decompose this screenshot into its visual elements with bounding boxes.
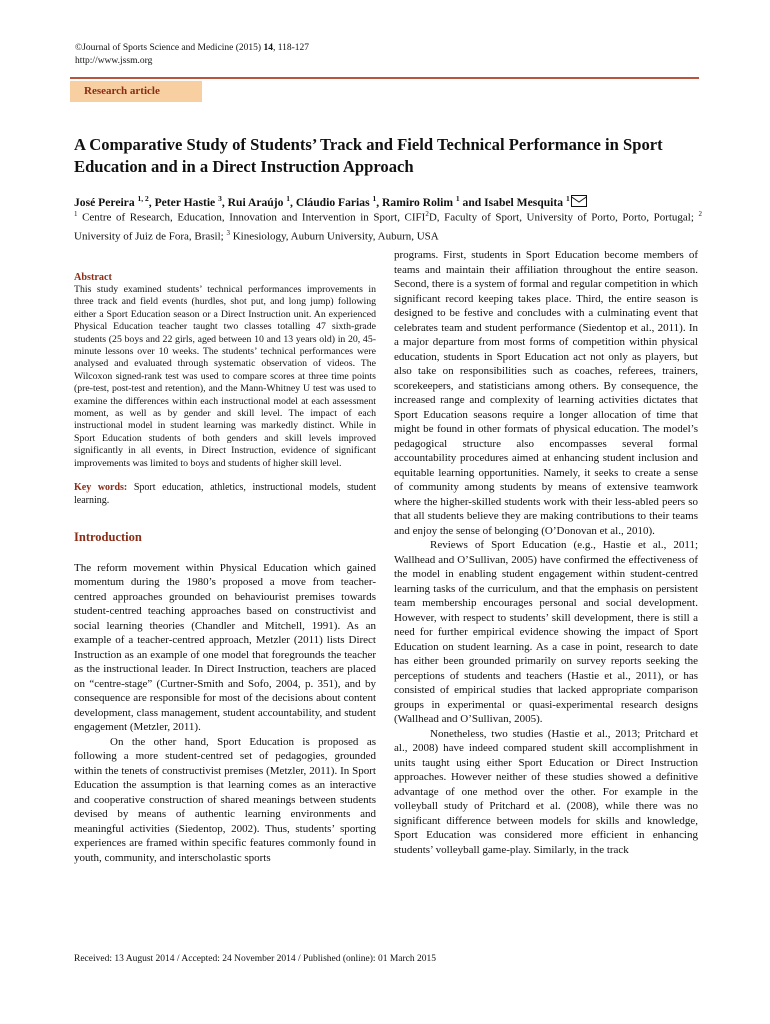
left-column xyxy=(74,270,376,865)
affiliation-text: Centre of Research, Education, Innovation and Intervention in Sport, CIFI xyxy=(77,211,426,224)
author-name: Ramiro Rolim xyxy=(382,195,456,209)
article-type-badge: Research article xyxy=(70,81,202,102)
header-rule xyxy=(70,77,699,79)
author-name: Peter Hastie xyxy=(154,195,219,209)
paper-title: A Comparative Study of Students’ Track and Field Technical Performance in Sport Education and in a Direct Instruction Approach xyxy=(74,135,663,176)
intro-paragraph: The reform movement within Physical Education which gained momentum during the 1980’s proposed a move from teacher-centred approaches grounded on behaviourist premises towards student-centred teaching approaches based on constructivist and social learning theories (Chandler and Mitchell, 1991). As an example of a teacher-centred approach, Metzler (2011) lists Direct Instruction as an example of one model that foregrounds the teacher as the instructional leader. In Direct Instruction, teachers are placed on “centre-stage” (Curtner-Smith and Sofo, 2004, p. 351), and by consequence are responsible for most of the decisions about content development, class management, student accountability, and student engagement (Metzler, 2011). xyxy=(74,561,376,734)
keywords-label: Key words: xyxy=(74,482,128,494)
intro-paragraph: On the other hand, Sport Education is proposed as following a more student-centred set of pedagogies, grounded within the tenets of constructivist premises (Metzler, 2011). In Sport Education the assumption is that learning comes as an interactive and cooperative construction of shared meanings between students devised by means of authentic learning environments and meaningful activities (Siedentop, 2002). Thus, students’ sporting experiences are framed within specific features commonly found in youth, community, and interscholastic sports xyxy=(74,735,376,864)
author-name: Rui Araújo xyxy=(227,195,287,209)
journal-pages: , 118-127 xyxy=(272,43,310,53)
journal-volume: 14 xyxy=(263,43,273,53)
author-list: José Pereira $^{1, 2}$, Peter Hastie $^3$, Rui Araújo $^1$, Cláudio Farias $^1$, Ramiro Rolim $^1$ and Isabel Mesquita $^1$ xyxy=(74,191,714,210)
keywords-text: Sport education, athletics, instructional models, student learning. xyxy=(74,482,376,506)
journal-citation xyxy=(75,42,309,68)
author-name: José Pereira xyxy=(74,195,138,209)
publication-dates: Received: 13 August 2014 / Accepted: 24 November 2014 / Published (online): 01 March 2015 xyxy=(74,954,436,964)
author-name: Isabel Mesquita xyxy=(484,195,566,209)
email-icon[interactable] xyxy=(571,195,587,207)
right-column xyxy=(394,248,698,857)
journal-prefix: ©Journal of Sports Science and Medicine (2015) xyxy=(75,43,264,53)
intro-paragraph: Reviews of Sport Education (e.g., Hastie et al., 2011; Wallhead and O’Sullivan, 2005) have confirmed the effectiveness of the model in enabling student engagement within student-centred learning tasks of the curriculum, and that the emphasis on persistent team membership encourages personal and social development. However, with respect to students’ skill development, there is still a need for further empirical evidence showing the impact of Sport Education on student learning. As a case in point, research to date has either been grounded primarily on survey reports seeking the perceptions of students and teachers (Hastie et al., 2011), or has consisted of empirical studies that lacked appropriate comparison groups in experimental or quasi-experimental research designs (Wallhead and O’Sullivan, 2005). xyxy=(394,539,698,725)
journal-url[interactable]: http://www.jssm.org xyxy=(75,56,153,66)
abstract-text: This study examined students’ technical performances improvements in three track and field events (hurdles, shot put, and long jump) following either a Sport Education season or a Direct Instruction unit. An experienced Physical Education teacher taught two classes totalling 47 sixth-grade students (25 boys and 22 girls, aged between 10 and 13 years old) in 20, 45-minute lessons over 10 weeks. The students’ technical performances were analysed and evaluated through systematic observation of videos. The Wilcoxon signed-rank test was used to compare scores at three time points (pre-test, post-test and retention), and the Mann-Whitney U test was used to examine the differences within each instructional model at each assessment moment, as well as by gender and skill level. The impact of each instructional model in student learning was markedly distinct. While in Sport Education students of both genders and skill levels improved significantly in all events, in Direct Instruction, evidence of significant improvements was limited to boys and students of higher skill level. xyxy=(74,284,376,469)
affiliation-text: D, Faculty of Sport, University of Porto, Porto, Portugal; xyxy=(428,211,699,224)
intro-paragraph: programs. First, students in Sport Education become members of teams and maintain their affiliation throughout the entire season. Second, there is a system of formal and regular competition in which significant record keeping takes place. Third, the entire season is designed to be festive and concludes with a culminating event that celebrates team and student performance (Siedentop et al., 2011). In a major departure from most forms of competition within physical education, students in Sport Education act not only as players, but also take on responsibilities such as coaches, referees, trainers, scorekeepers, and statisticians among others. By consequence, the increased range and complexity of learning activities dictates that Sport Education seasons require a longer allocation of time that might be found in other formats of physical education. The model’s pedagogical structure also encompasses several formal accountability procedures aimed at enhancing student inclusion and equitable learning opportunities. Namely, it seeks to create a sense of community among students by means of extensive teamwork where the higher-skilled students work with their less-abled peers so that all students believe they are making contributions to their teams and enjoy the sense of belonging (O’Donovan et al., 2010). xyxy=(394,249,698,537)
intro-paragraph: Nonetheless, two studies (Hastie et al., 2013; Pritchard et al., 2008) have indeed compared student skill accomplishment in units taught using either Sport Education or Direct Instruction approaches. However neither of these studies showed a definitive advantage of one method over the other. For example in the volleyball study of Pritchard et al. (2008), while there was no significant difference between models for skills and knowledge, Sport Education was considered more efficient in enhancing students’ volleyball game-play. Similarly, in the track xyxy=(394,727,698,856)
affiliation-text: Kinesiology, Auburn University, Auburn, USA xyxy=(229,230,439,243)
abstract-heading: Abstract xyxy=(74,272,112,283)
affiliation-text: University of Juiz de Fora, Brasil; xyxy=(74,230,227,243)
affiliations: $^1$ Centre of Research, Education, Innovation and Intervention in Sport, CIFI$^2$D, Faculty of Sport, University of Porto, Porto, Portugal; $^2$ University of Juiz de Fora, Brasil; $^3$ Kinesiology, Auburn University, Auburn, USA xyxy=(74,210,702,243)
author-name: Cláudio Farias xyxy=(295,195,373,209)
keywords xyxy=(74,482,376,507)
introduction-heading: Introduction xyxy=(74,529,142,544)
